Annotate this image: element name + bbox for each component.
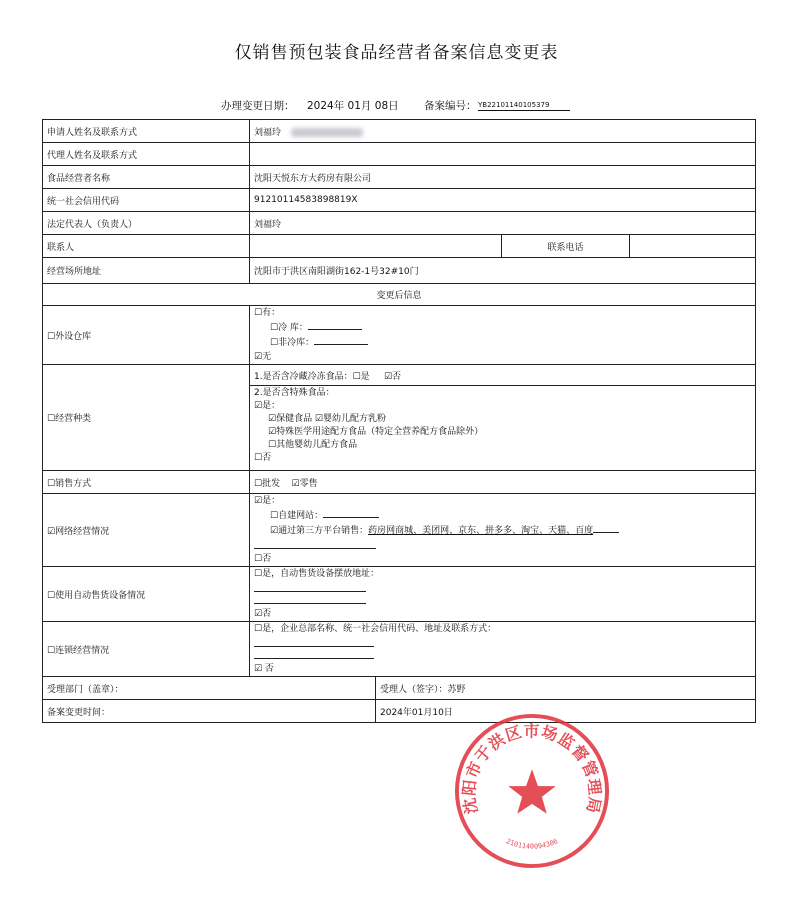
address-value: 沈阳市于洪区南阳湖街162-1号32#10门 — [250, 258, 756, 284]
change-time-row — [43, 700, 756, 723]
special-food-question: 2.是否含特殊食品： — [254, 387, 335, 398]
online-row — [43, 494, 756, 567]
special-food-block — [250, 385, 755, 466]
noncold-storage-line — [254, 335, 751, 350]
credit-code-value: 91210114583898819X — [250, 189, 756, 212]
contact-value — [250, 235, 502, 258]
legal-rep-value: 刘福玲 — [250, 212, 756, 235]
chain-label: ☐连锁经营情况 — [43, 622, 250, 677]
chain-options — [250, 622, 756, 677]
retail-checkbox: ☑零售 — [291, 478, 318, 489]
operator-value: 沈阳天悦东方大药房有限公司 — [250, 166, 756, 189]
warehouse-row — [43, 306, 756, 365]
official-seal — [453, 712, 611, 870]
handler-label: 受理人（签字）： — [380, 684, 448, 695]
wholesale-checkbox: ☐批发 — [254, 478, 281, 489]
cold-storage-label: ☐冷 库： — [270, 323, 308, 333]
vending-row — [43, 567, 756, 622]
applicant-name: 刘福玲 — [254, 127, 282, 138]
cold-storage-blank — [308, 320, 362, 330]
online-label: ☑网络经营情况 — [43, 494, 250, 567]
frozen-question-yes: 1.是否含冷藏冷冻食品：☐是 — [254, 371, 370, 382]
vending-line-1 — [254, 583, 366, 592]
seal-code: 2101140094306 — [504, 837, 560, 851]
vending-line-2 — [254, 595, 366, 604]
chain-yes: ☐是，企业总部名称、统一社会信用代码、地址及联系方式： — [254, 624, 497, 634]
agent-row — [43, 143, 756, 166]
warehouse-label: ☐外设仓库 — [43, 306, 250, 365]
online-extra-line — [254, 540, 376, 549]
chain-line-2 — [254, 650, 374, 659]
self-site-blank — [323, 508, 379, 518]
applicant-row — [43, 120, 756, 143]
sales-row — [43, 471, 756, 494]
change-time-value: 2024年01月10日 — [376, 700, 756, 723]
warehouse-none-checkbox: ☑无 — [254, 352, 272, 362]
online-no: ☐否 — [254, 554, 272, 564]
third-party-label: ☑通过第三方平台销售： — [270, 526, 369, 536]
operator-label: 食品经营者名称 — [43, 166, 250, 189]
agent-value — [250, 143, 756, 166]
cold-storage-line — [254, 320, 751, 335]
warehouse-options — [250, 306, 756, 365]
noncold-storage-label: ☐非冷库： — [270, 338, 315, 348]
credit-code-label: 统一社会信用代码 — [43, 189, 250, 212]
change-date-label: 办理变更日期： — [221, 100, 295, 112]
change-time-label: 备案变更时间： — [43, 700, 376, 723]
special-food-option-3: ☐其他婴幼儿配方食品 — [268, 439, 358, 450]
record-change-form — [42, 119, 756, 723]
third-party-line — [254, 523, 751, 538]
record-number-label: 备案编号： — [424, 100, 477, 112]
credit-code-row — [43, 189, 756, 212]
category-options — [250, 365, 756, 471]
accepting-dept-label: 受理部门（盖章）： — [43, 677, 376, 700]
phone-label: 联系电话 — [502, 235, 630, 258]
address-label: 经营场所地址 — [43, 258, 250, 284]
sales-label: ☐销售方式 — [43, 471, 250, 494]
legal-rep-label: 法定代表人（负责人） — [43, 212, 250, 235]
redacted-phone — [291, 128, 363, 137]
record-number-value: YB22101140105379 — [478, 101, 570, 111]
section-row — [43, 284, 756, 306]
self-site-line — [254, 508, 751, 523]
noncold-storage-blank — [314, 335, 368, 345]
special-food-option-2: ☑特殊医学用途配方食品（特定全营养配方食品除外） — [268, 426, 484, 437]
page-title: 仅销售预包装食品经营者备案信息变更表 — [234, 43, 559, 63]
self-site-label: ☐自建网站： — [270, 511, 324, 521]
section-title: 变更后信息 — [43, 284, 756, 306]
online-yes: ☑是： — [254, 496, 281, 506]
category-row — [43, 365, 756, 471]
vending-yes: ☐是，自动售货设备摆放地址： — [254, 569, 380, 579]
applicant-label: 申请人姓名及联系方式 — [43, 120, 250, 143]
seal-text: 沈阳市于洪区市场监督管理局 — [459, 721, 605, 816]
chain-row — [43, 622, 756, 677]
sales-options — [250, 471, 756, 494]
third-party-blank — [593, 523, 619, 533]
handler-cell — [376, 677, 756, 700]
special-food-option-1: ☑保健食品 ☑婴幼儿配方乳粉 — [268, 413, 386, 424]
contact-row — [43, 235, 756, 258]
contact-label: 联系人 — [43, 235, 250, 258]
category-inner — [250, 370, 755, 466]
phone-value — [630, 235, 756, 258]
category-label: ☐经营种类 — [43, 365, 250, 471]
address-row — [43, 258, 756, 284]
vending-label: ☐使用自动售货设备情况 — [43, 567, 250, 622]
third-party-platforms: 药房网商城、美团网、京东、拼多多、淘宝、天猫、百度 — [368, 526, 594, 536]
online-options — [250, 494, 756, 567]
legal-rep-row — [43, 212, 756, 235]
chain-line-1 — [254, 638, 374, 647]
special-food-no: ☐否 — [254, 452, 272, 463]
change-date-value: 2024年 01月 08日 — [307, 100, 399, 112]
special-food-yes: ☑是： — [254, 400, 281, 411]
vending-no: ☑否 — [254, 609, 272, 619]
handler-value: 苏野 — [447, 684, 466, 695]
warehouse-has-checkbox: ☐有： — [254, 308, 281, 318]
operator-row — [43, 166, 756, 189]
acceptance-row — [43, 677, 756, 700]
vending-options — [250, 567, 756, 622]
seal-star-icon — [508, 769, 555, 813]
chain-no: ☑ 否 — [254, 664, 274, 674]
applicant-cell — [250, 120, 756, 143]
frozen-question-no: ☑否 — [383, 371, 402, 382]
frozen-question — [250, 370, 755, 386]
agent-label: 代理人姓名及联系方式 — [43, 143, 250, 166]
